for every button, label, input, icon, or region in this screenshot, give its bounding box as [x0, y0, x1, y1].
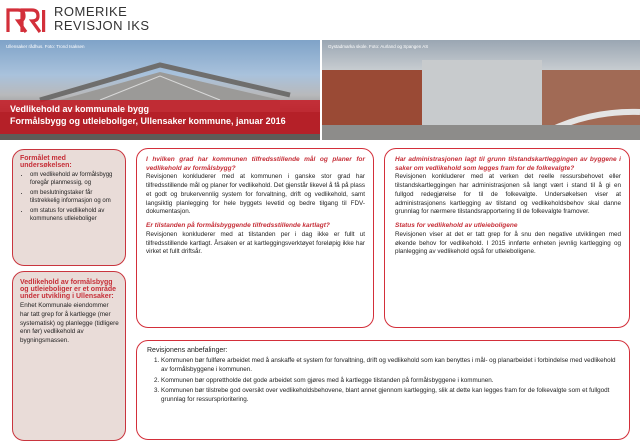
purpose-list [30, 171, 119, 223]
school-illustration [322, 40, 640, 140]
report-title: Vedlikehold av kommunale bygg [10, 104, 150, 114]
answer-condition-mapped: Revisjonen konkluderer med at tilstanden per i dag ikke er fullt ut tilfredsstillende kartlagt. Årsaken er at kartleggingsverktøyet foreløpig ikke har virket et fullt driftsår. [146, 230, 365, 256]
recommendations-list [161, 357, 617, 405]
answer-goals-plans: Revisjonen konkluderer med at kommunen i ganske stor grad har tilfredsstillende mål og planer for vedlikehold. Det gjenstår likevel å få på plass et godt og brukervennlig system for forvaltning, drift og vedlikehold, samt langsiktig planlegging for hele byggets levetid og bedre tilgang til FDV-dokumentasjon. [146, 173, 365, 216]
photo-caption-left: Ullensaker rådhus. Foto: Trond Isaksen [6, 44, 85, 49]
answer-rental-status: Revisjonen viser at det er tatt grep for å snu den negative utviklingen med økende behov for vedlikehold. I 2015 innførte enheten jevnlig kartlegging og planlegging av vedlikehold også for utleieboligene. [395, 230, 621, 256]
purpose-heading: Formålet med undersøkelsen: [20, 155, 72, 169]
header [0, 0, 640, 40]
development-text: Enhet Kommunale eiendommer har tatt grep for å kartlegge (mer systematisk) og planlegge (tidligere enn før) vedlikehold av bygningsmassen. [20, 302, 119, 345]
list-item: 2. Kommunen bør opprettholde det gode arbeidet som gjøres med å kartlegge tilstanden på formålsbyggene i kommunen. [161, 377, 617, 386]
right-findings-panel [384, 148, 630, 328]
development-panel [12, 271, 126, 441]
org-name-line2: REVISJON IKS [54, 18, 150, 33]
list-item: • om beslutningstaker får tilstrekkelig informasjon og om [30, 189, 119, 206]
list-item: 1. Kommunen bør fullføre arbeidet med å anskaffe et system for forvaltning, drift og vedlikehold som kan benyttes i mål- og planarbeidet i forbindelse med vedlikehold av formålsbyggene i kommunen. [161, 357, 617, 375]
photo-school [322, 40, 640, 140]
question-goals-plans: I hvilken grad har kommunen tilfredsstillende mål og planer for vedlikehold av formålsbygg? [146, 156, 365, 172]
question-reporting: Har administrasjonen lagt til grunn tilstandskartleggingen av byggene i saker om vedlikehold som legges fram for de folkevalgte? [395, 156, 621, 172]
org-name-line1: ROMERIKE [54, 4, 128, 19]
question-condition-mapped: Er tilstanden på formålsbyggende tilfredsstillende kartlagt? [146, 222, 330, 230]
question-rental-status: Status for vedlikehold av utleieboligene [395, 222, 518, 230]
list-item: • om vedlikehold av formålsbygg foregår planmessig, og [30, 171, 119, 188]
list-item: • om status for vedlikehold av kommunens utleieboliger [30, 207, 119, 224]
answer-reporting: Revisjonen konkluderer med at verken det reelle ressursbehovet eller tilstandskartleggingen har administrasjonen så langt vært i stand til å gi en fullgod redegjørelse for til de folkevalgte. Undersøkelsen viser at administrasjonens kartlegging av tilstand og vedlikeholdsbehov skal danne grunnlag for nærmere tilstandsrapportering til de folkevalgte framover. [395, 173, 621, 216]
photo-caption-right: Gystadmarka skole. Foto: Aurland og Spangen AS [328, 44, 429, 49]
report-subtitle: Formålsbygg og utleieboliger, Ullensaker kommune, januar 2016 [10, 116, 286, 126]
purpose-panel [12, 149, 126, 266]
development-heading: Vedlikehold av formålsbygg og utleieboliger er et område under utvikling i Ullensaker: [20, 279, 117, 300]
list-item: 3. Kommunen bør tilstrebe god oversikt over vedlikeholdsbehovene, blant annet gjennom kartlegging, slik at dette kan legges fram for de folkevalgte som et fullgodt grunnlag for ressursprioritering. [161, 387, 617, 405]
recommendations-heading: Revisjonens anbefalinger: [147, 347, 228, 354]
middle-findings-panel [136, 148, 374, 328]
recommendations-panel [136, 340, 630, 440]
rri-logo-icon [6, 6, 48, 34]
